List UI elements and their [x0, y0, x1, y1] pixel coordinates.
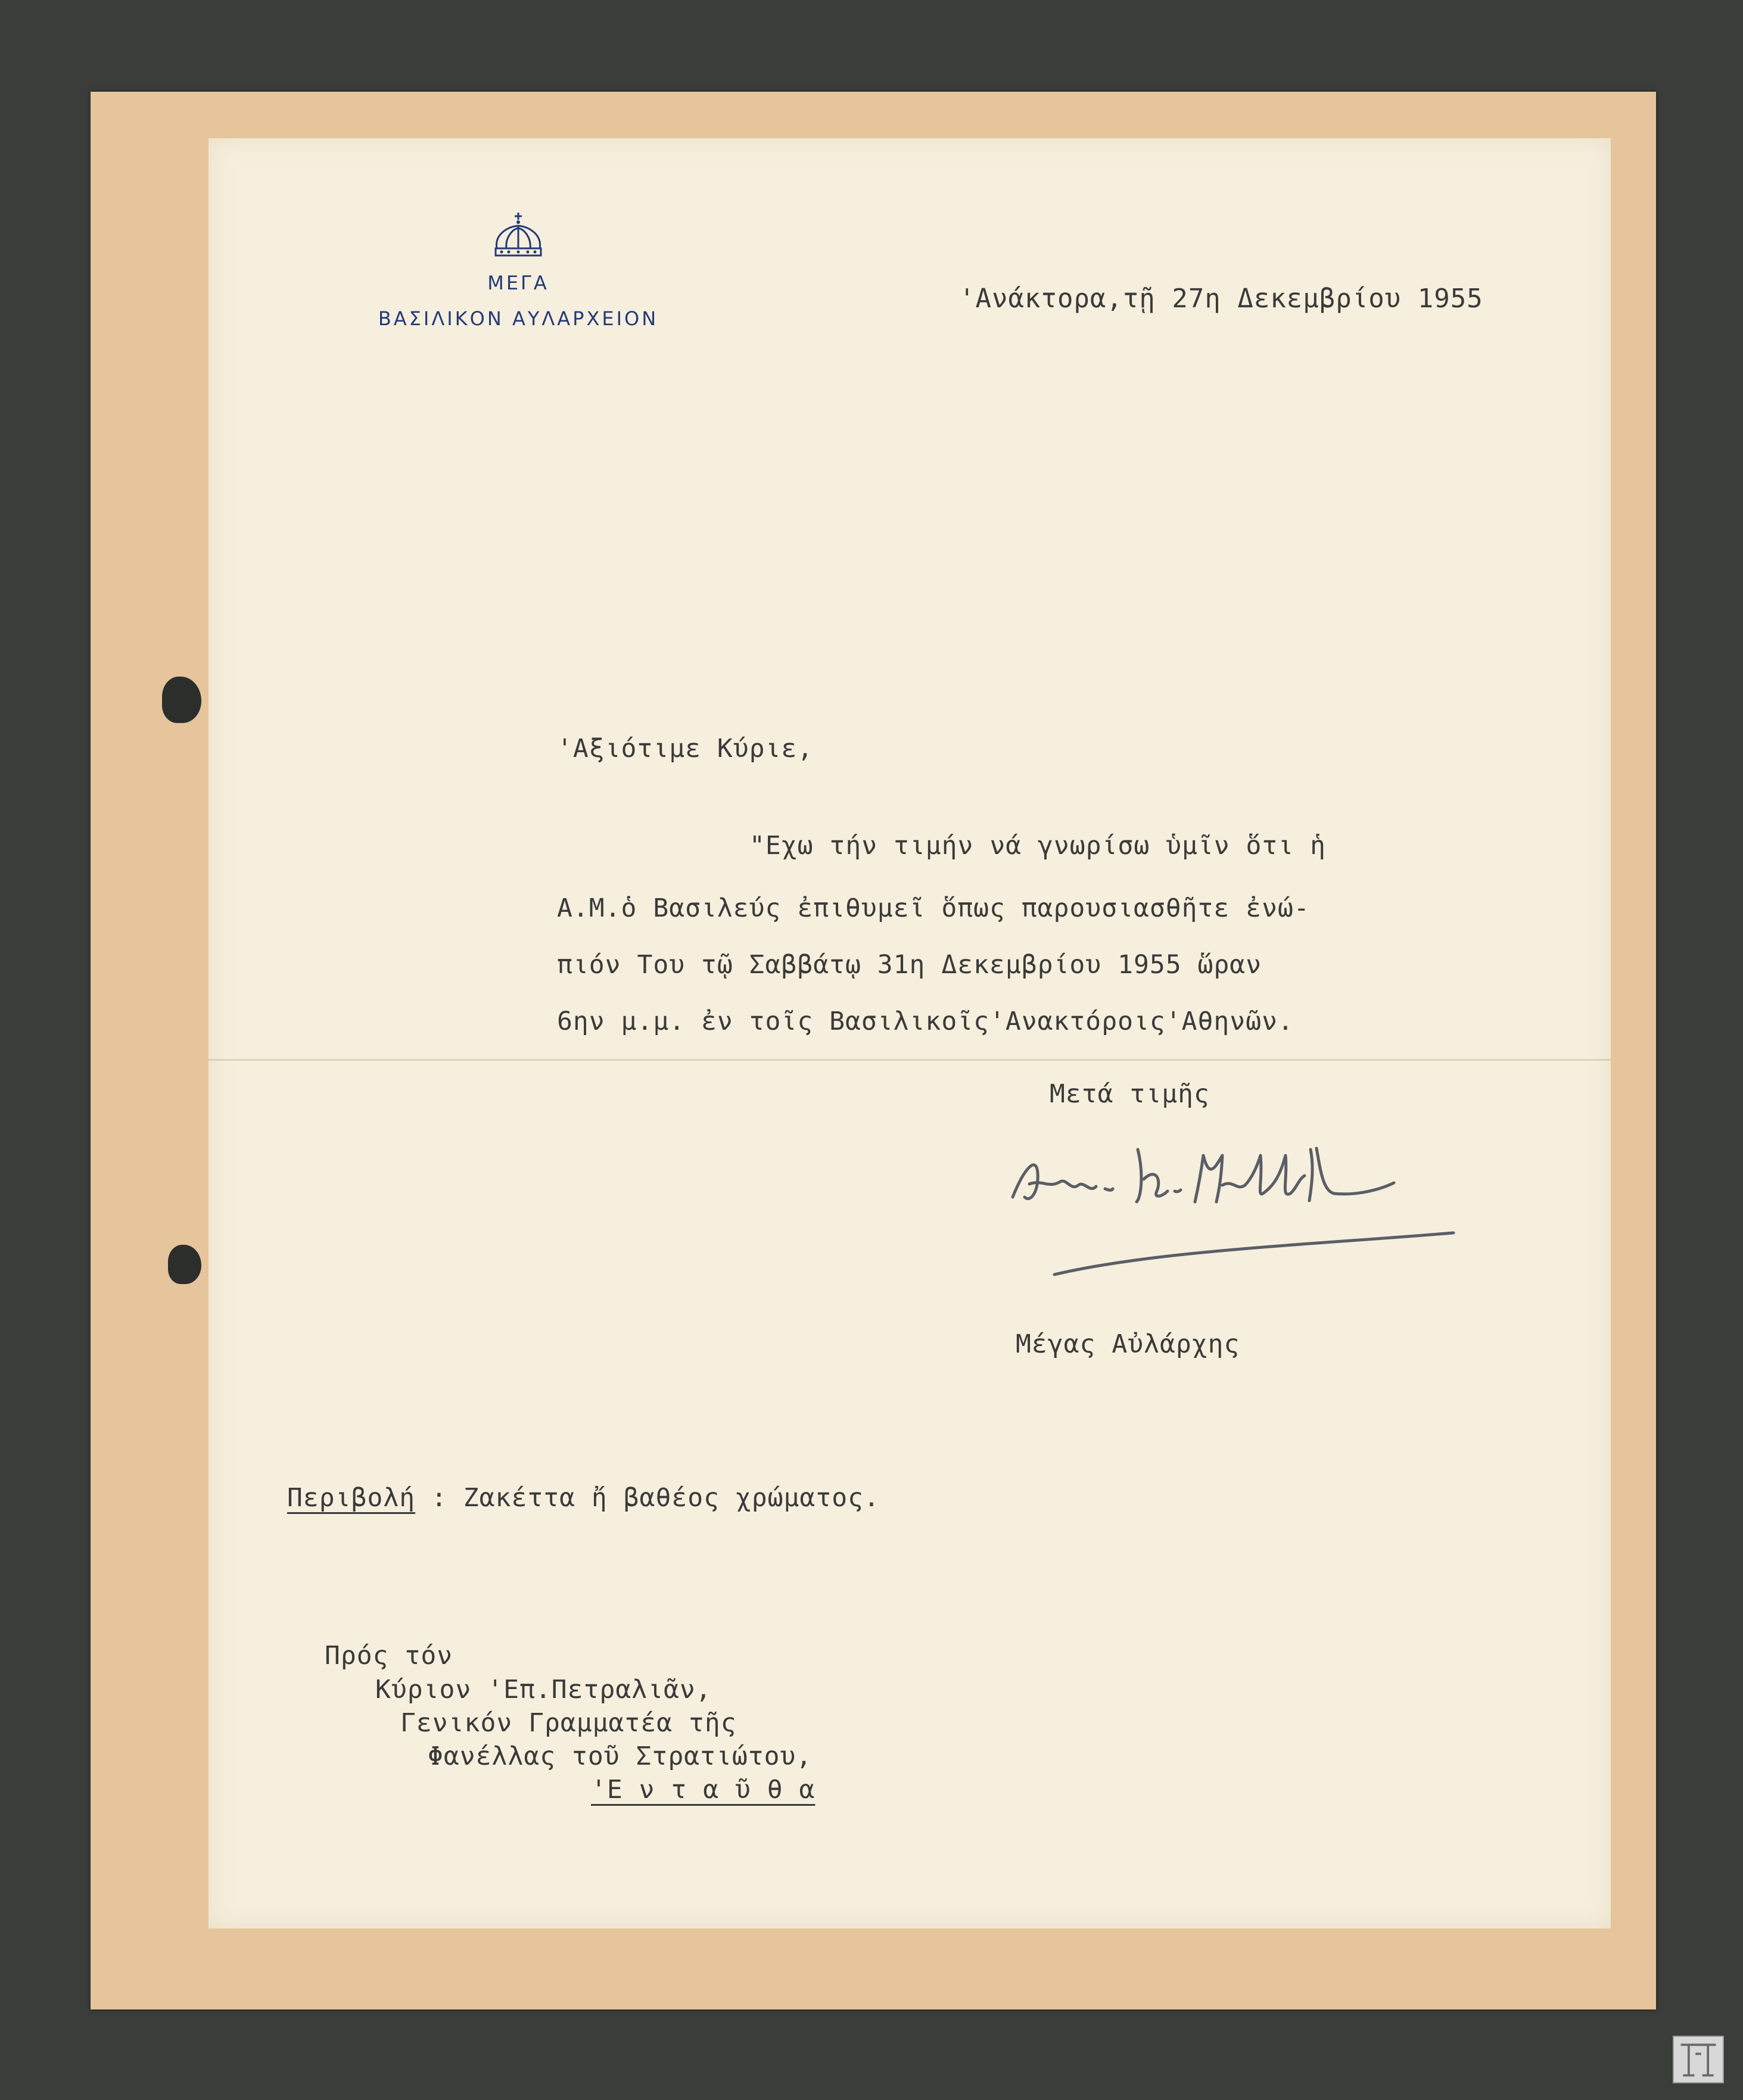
- dress-code-value: Ζακέττα ἤ βαθέος χρώματος.: [463, 1483, 880, 1513]
- body-line-4: 6ην μ.μ. ἐν τοῖς Βασιλικοῖς'Ανακτόροις'Αθηνῶν.: [557, 1007, 1294, 1036]
- punch-hole-bottom: [168, 1245, 201, 1284]
- address-line-1: Πρός τόν: [325, 1641, 453, 1671]
- closing: Μετά τιμῆς: [1050, 1079, 1210, 1109]
- address-line-2: Κύριον 'Επ.Πετραλιᾶν,: [375, 1675, 712, 1705]
- punch-hole-top: [162, 677, 201, 723]
- letterhead-line-1: ΜΕΓΑ: [487, 272, 549, 294]
- body-line-1: "Εχω τήν τιμήν νά γνωρίσω ὑμῖν ὅτι ἡ: [749, 831, 1326, 861]
- dress-code-label: Περιβολή: [287, 1483, 416, 1513]
- address-line-3: Γενικόν Γραμματέα τῆς: [400, 1708, 737, 1738]
- handwritten-signature: [1001, 1132, 1465, 1298]
- address-line-5: 'Ε ν τ α ῦ θ α: [591, 1775, 816, 1805]
- body-line-2: Α.Μ.ὁ Βασιλεύς ἐπιθυμεῖ ὅπως παρουσιασθῆτε ἐνώ-: [557, 893, 1310, 923]
- royal-crown-icon: [488, 211, 548, 259]
- paper-fold-line: [208, 1059, 1611, 1061]
- salutation: 'Αξιότιμε Κύριε,: [557, 734, 814, 764]
- address-line-4: Φανέλλας τοῦ Στρατιώτου,: [428, 1741, 813, 1771]
- dress-code-line: [287, 1483, 880, 1513]
- dress-code-separator: :: [415, 1483, 463, 1513]
- letterhead-line-2: ΒΑΣΙΛΙΚΟΝ ΑΥΛΑΡΧΕΙΟΝ: [378, 307, 659, 330]
- body-line-3: πιόν Του τῷ Σαββάτῳ 31η Δεκεμβρίου 1955 ὥραν: [557, 950, 1262, 980]
- archive-logo-icon: [1673, 2036, 1724, 2083]
- signature-title: Μέγας Αὐλάρχης: [1016, 1329, 1240, 1359]
- date-line: 'Ανάκτορα,τῇ 27η Δεκεμβρίου 1955: [959, 283, 1483, 314]
